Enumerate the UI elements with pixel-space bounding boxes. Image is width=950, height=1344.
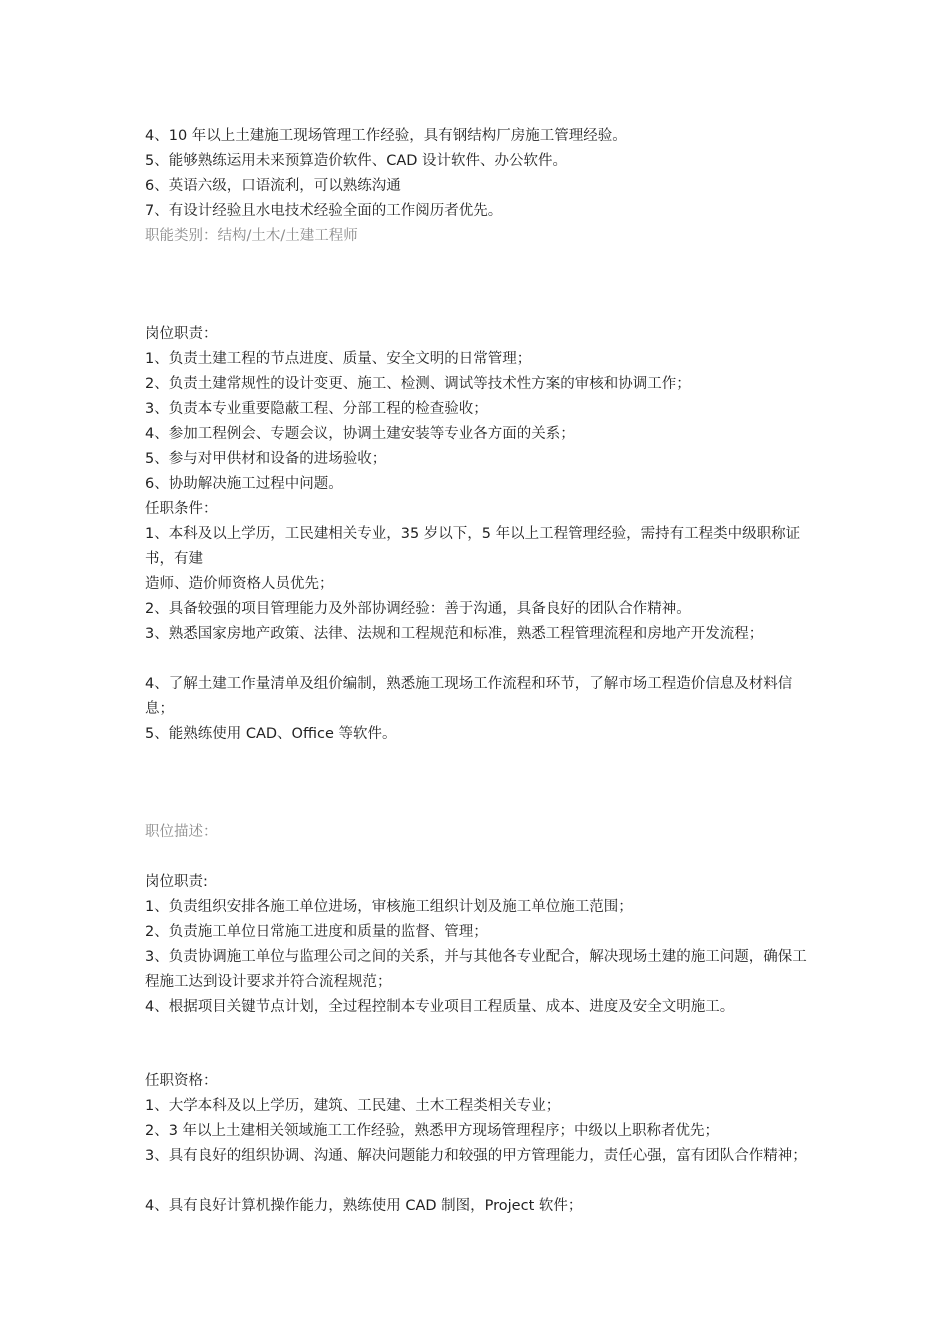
requirement-item-4: 4、了解土建工作量清单及组价编制，熟悉施工现场工作流程和环节，了解市场工程造价信息及材料信息；	[145, 676, 793, 717]
duty-item-3: 3、负责协调施工单位与监理公司之间的关系，并与其他各专业配合，解决现场土建的施工问题，确保工程施工达到设计要求并符合流程规范；	[145, 949, 807, 990]
qualification-item-1: 1、大学本科及以上学历，建筑、工民建、土木工程类相关专业；	[145, 1098, 561, 1114]
requirement-item-4: 4、10 年以上土建施工现场管理工作经验，具有钢结构厂房施工管理经验。	[145, 128, 627, 144]
requirement-item-2: 2、具备较强的项目管理能力及外部协调经验：善于沟通，具备良好的团队合作精神。	[145, 601, 691, 617]
duty-item-1: 1、负责组织安排各施工单位进场，审核施工组织计划及施工单位施工范围；	[145, 899, 633, 915]
requirement-item-3: 3、熟悉国家房地产政策、法律、法规和工程规范和标准，熟悉工程管理流程和房地产开发流程；	[145, 626, 764, 642]
requirement-item-1: 1、本科及以上学历，工民建相关专业，35 岁以下，5 年以上工程管理经验，需持有工程类中级职称证书，有建	[145, 526, 801, 567]
requirements-heading: 任职条件：	[145, 501, 218, 517]
duty-item-6: 6、协助解决施工过程中问题。	[145, 476, 343, 492]
duty-heading-2: 岗位职责:	[145, 874, 208, 890]
duty-item-4: 4、根据项目关键节点计划，全过程控制本专业项目工程质量、成本、进度及安全文明施工。	[145, 999, 735, 1015]
duty-item-2: 2、负责施工单位日常施工进度和质量的监督、管理；	[145, 924, 488, 940]
qualification-item-2: 2、3 年以上土建相关领域施工工作经验，熟悉甲方现场管理程序；中级以上职称者优先；	[145, 1123, 720, 1139]
duty-item-1: 1、负责土建工程的节点进度、质量、安全文明的日常管理；	[145, 351, 532, 367]
job-description-heading: 职位描述：	[145, 824, 218, 840]
duty-heading: 岗位职责：	[145, 326, 218, 342]
duty-item-2: 2、负责土建常规性的设计变更、施工、检测、调试等技术性方案的审核和协调工作；	[145, 376, 691, 392]
requirement-item-1-continued: 造师、造价师资格人员优先；	[145, 576, 334, 592]
job-category: 职能类别：结构/土木/土建工程师	[145, 228, 358, 244]
duty-item-3: 3、负责本专业重要隐蔽工程、分部工程的检查验收；	[145, 401, 488, 417]
requirement-item-6: 6、英语六级，口语流利，可以熟练沟通	[145, 178, 401, 194]
qualifications-heading: 任职资格：	[145, 1073, 218, 1089]
requirement-item-5: 5、能熟练使用 CAD、Office 等软件。	[145, 726, 397, 742]
requirement-item-7: 7、有设计经验且水电技术经验全面的工作阅历者优先。	[145, 203, 503, 219]
requirement-item-5: 5、能够熟练运用未来预算造价软件、CAD 设计软件、办公软件。	[145, 153, 568, 169]
duty-item-5: 5、参与对甲供材和设备的进场验收；	[145, 451, 387, 467]
qualification-item-4: 4、具有良好计算机操作能力，熟练使用 CAD 制图，Project 软件；	[145, 1198, 583, 1214]
qualification-item-3: 3、具有良好的组织协调、沟通、解决问题能力和较强的甲方管理能力，责任心强，富有团队合作精神；	[145, 1148, 807, 1164]
duty-item-4: 4、参加工程例会、专题会议，协调土建安装等专业各方面的关系；	[145, 426, 575, 442]
